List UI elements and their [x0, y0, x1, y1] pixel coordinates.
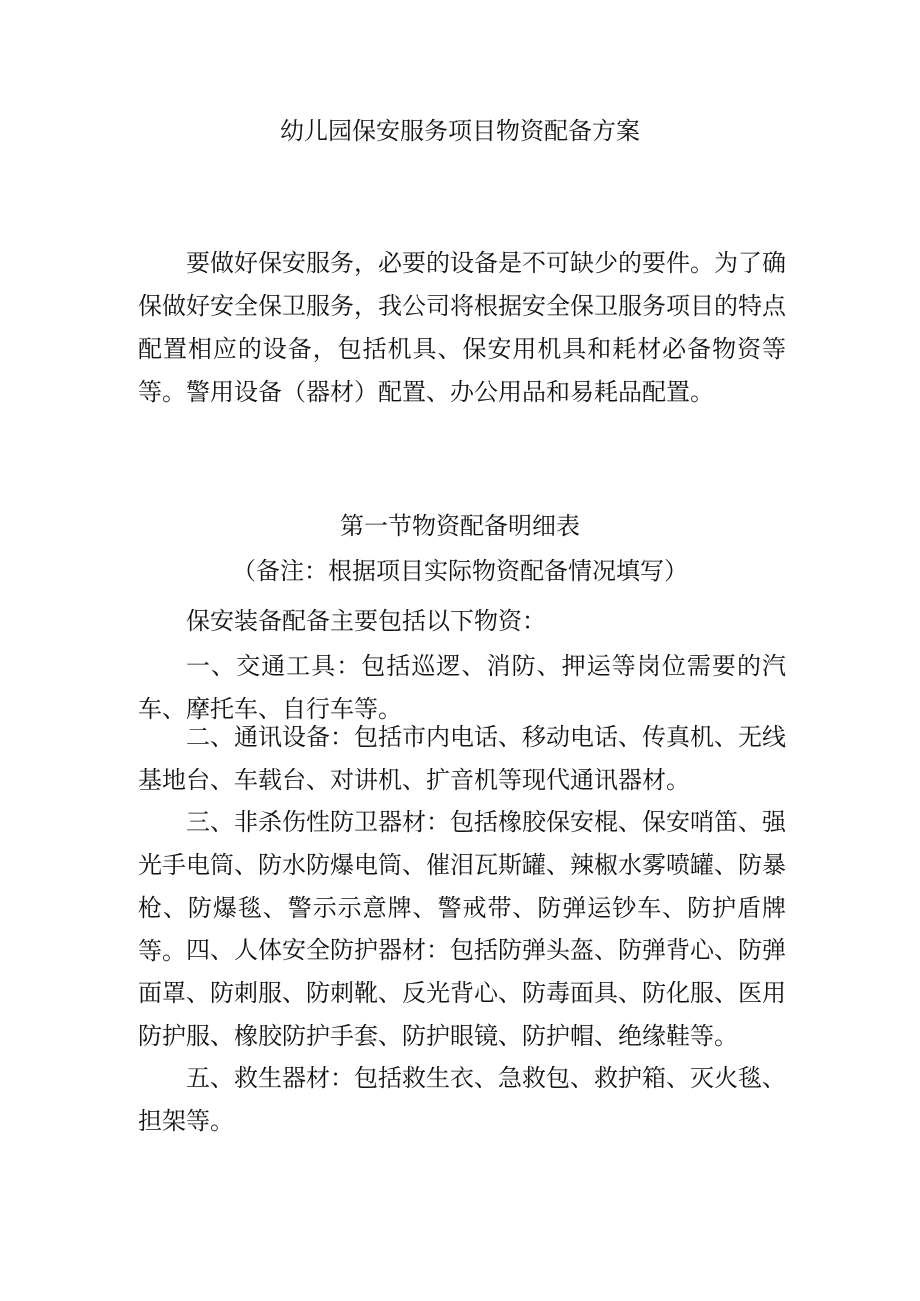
list-item-personal-protection: 四、人体安全防护器材：包括防弹头盔、防弹背心、防弹面罩、防刺服、防刺靴、反光背心、防毒面具、防化服、医用防护服、橡胶防护手套、防护眼镜、防护帽、绝缘鞋等。 [138, 936, 786, 1050]
lead-paragraph: 保安装备配备主要包括以下物资： [186, 607, 546, 635]
list-item-nonlethal-equipment: 三、非杀伤性防卫器材：包括橡胶保安棍、保安哨笛、强光手电筒、防水防爆电筒、催泪瓦斯罐、辣椒水雾喷罐、防暴枪、防爆毯、警示示意牌、警戒带、防弹运钞车、防护盾牌等。 [138, 808, 786, 965]
list-item-transport: 一、交通工具：包括巡逻、消防、押运等岗位需要的汽车、摩托车、自行车等。 [138, 652, 786, 723]
document-title: 幼儿园保安服务项目物资配备方案 [280, 117, 640, 145]
list-item-rescue-equipment: 五、救生器材：包括救生衣、急救包、救护箱、灭火毯、担架等。 [138, 1064, 786, 1135]
section-note: （备注：根据项目实际物资配备情况填写） [232, 557, 688, 585]
list-item-communication: 二、通讯设备：包括市内电话、移动电话、传真机、无线基地台、车载台、对讲机、扩音机等现代通讯器材。 [138, 723, 786, 794]
section-title: 第一节物资配备明细表 [340, 512, 580, 540]
intro-paragraph: 要做好保安服务，必要的设备是不可缺少的要件。为了确保做好安全保卫服务，我公司将根据安全保卫服务项目的特点配置相应的设备，包括机具、保安用机具和耗材必备物资等等。警用设备（器材）配置、办公用品和易耗品配置。 [138, 249, 786, 406]
